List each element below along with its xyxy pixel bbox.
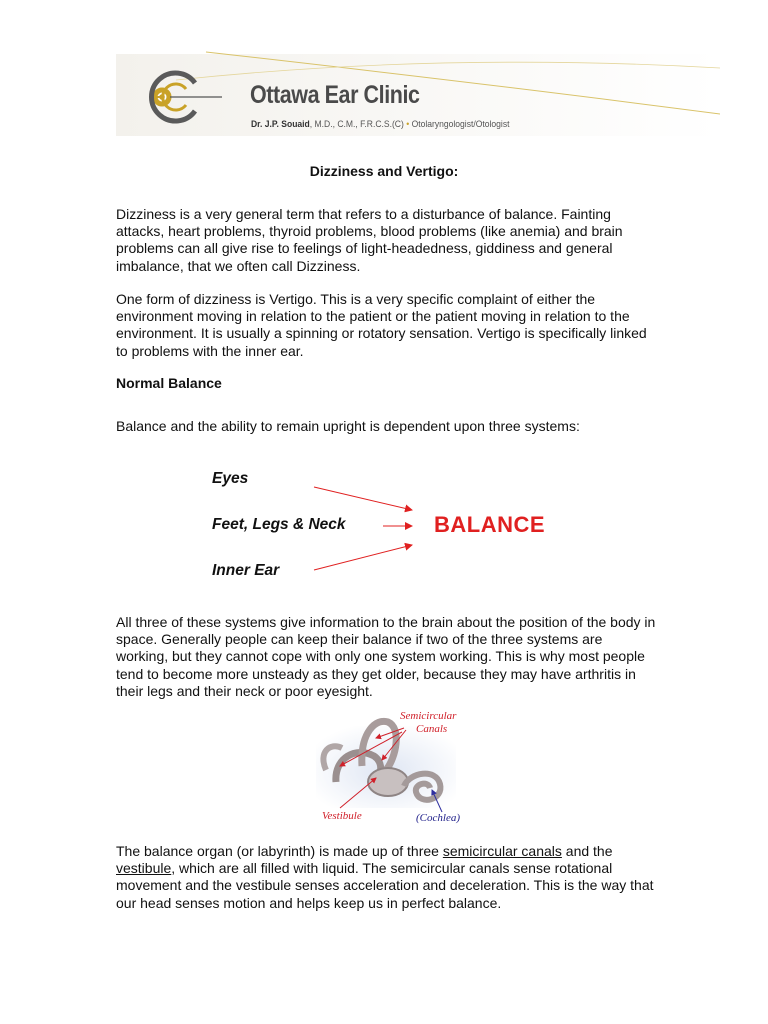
- letterhead: [116, 50, 720, 136]
- paragraph-balance-organ-b: and the: [561, 843, 613, 859]
- paragraph-dizziness: Dizziness is a very general term that refers to a disturbance of balance. Fainting attacks, heart problems, thyroid problems, blood problems (like anemia) and brain problems can all give rise to feelings of light-headedness, giddiness and general imbalance, that we often call Dizziness.: [116, 206, 623, 274]
- label-canals: Canals: [416, 723, 448, 735]
- section-heading-normal-balance: Normal Balance: [116, 375, 222, 391]
- arrow-inner-ear: [314, 545, 412, 570]
- separator-dot: •: [406, 119, 410, 130]
- label-inner-ear: Inner Ear: [212, 562, 280, 579]
- clinic-name: Ottawa Ear Clinic: [250, 81, 420, 109]
- paragraph-balance-organ: [116, 843, 656, 912]
- doctor-credentials: [251, 119, 509, 130]
- page-title: Dizziness and Vertigo:: [309, 163, 459, 179]
- paragraph-balance-organ-a: The balance organ (or labyrinth) is made up of three: [116, 843, 443, 859]
- label-semicircular: Semicircular: [400, 710, 457, 722]
- term-vestibule: vestibule: [116, 860, 172, 877]
- label-cochlea: (Cochlea): [416, 812, 460, 824]
- specialty: Otolaryngologist/Otologist: [411, 119, 510, 130]
- paragraph-balance-organ-c: , which are all filled with liquid. The semicircular canals sense rotational movement and the vestibule senses acceleration and deceleration. This is the way that our head senses motion and helps keep us in perfect balance.: [116, 860, 654, 911]
- label-balance: BALANCE: [434, 512, 546, 537]
- doctor-name: Dr. J.P. Souaid: [251, 119, 310, 130]
- balance-diagram: [200, 460, 580, 590]
- paragraph-three-systems: Balance and the ability to remain upright is dependent upon three systems:: [116, 418, 580, 434]
- arrow-eyes: [314, 487, 412, 510]
- paragraph-systems-info: All three of these systems give information to the brain about the position of the body in space. Generally people can keep their balance if two of the three systems are working, but they cannot cope with only one system working. This is why most people tend to become more unsteady as they get older, because they may have arthritis in their legs and their neck or poor eyesight.: [116, 614, 656, 699]
- credentials: , M.D., C.M., F.R.C.S.(C): [309, 119, 404, 130]
- term-semicircular-canals: semicircular canals: [442, 843, 562, 859]
- label-vestibule: Vestibule: [322, 810, 362, 822]
- inner-ear-diagram: [316, 708, 476, 830]
- label-eyes: Eyes: [212, 470, 249, 487]
- label-feet-legs-neck: Feet, Legs & Neck: [212, 516, 346, 533]
- paragraph-vertigo: One form of dizziness is Vertigo. This is a very specific complaint of either the environment moving in relation to the patient or the patient moving in relation to the environment. It is usually a spinning or rotatory sensation. Vertigo is specifically linked to problems with the inner ear.: [116, 291, 647, 359]
